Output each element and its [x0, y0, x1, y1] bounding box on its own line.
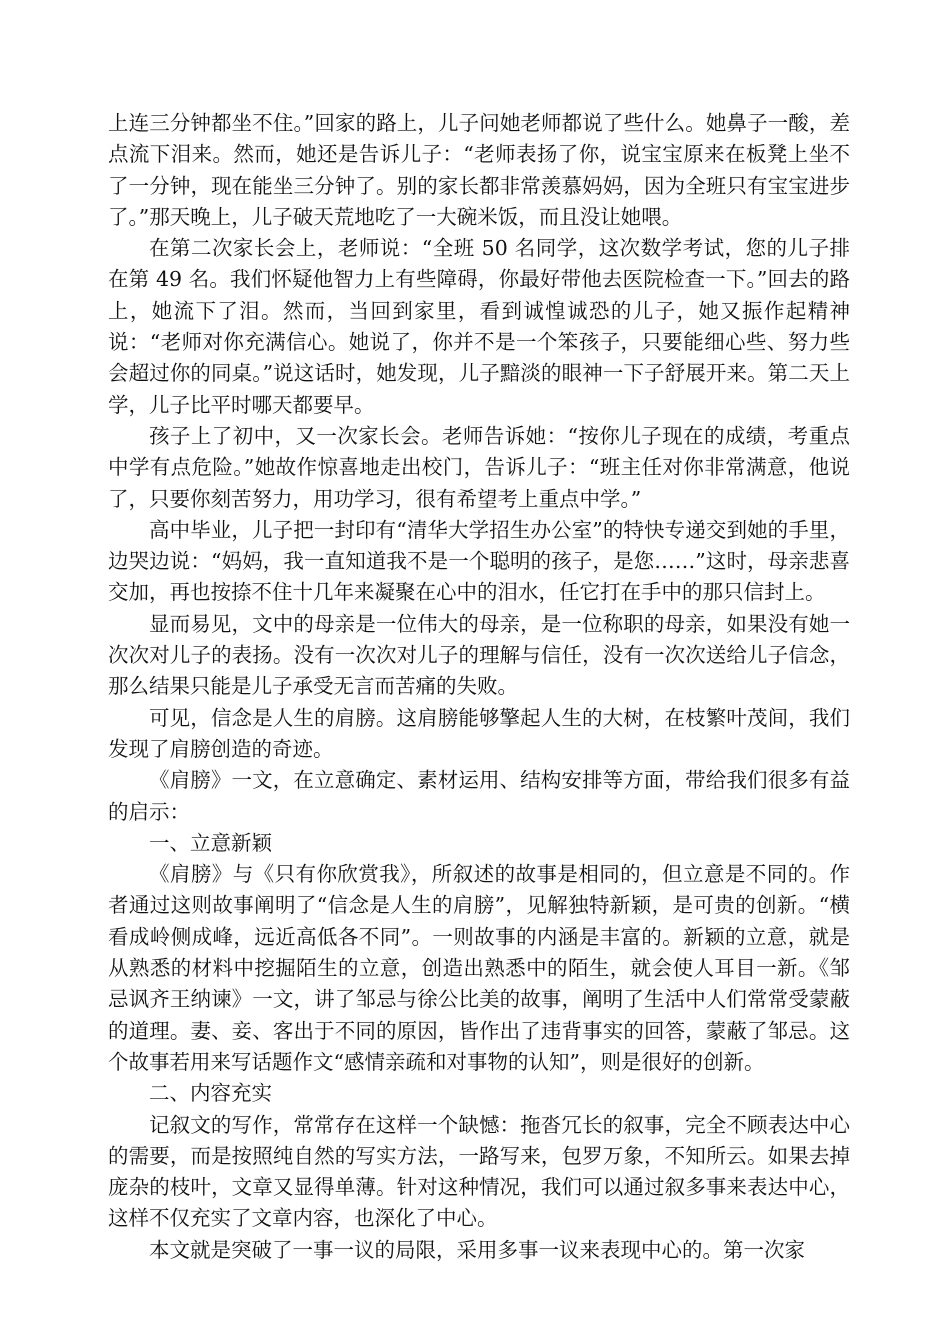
- document-page: [108, 108, 850, 1266]
- paragraph-middle-school: 孩子上了初中，又一次家长会。老师告诉她：“按你儿子现在的成绩，考重点中学有点危险。”她故作惊喜地走出校门，告诉儿子：“班主任对你非常满意，他说了，只要你刻苦努力，用功学习，很有希望考上重点中学。”: [108, 423, 850, 511]
- section-heading-1: 一、立意新颖: [149, 830, 272, 855]
- paragraph-novel-theme: 《肩膀》与《只有你欣赏我》，所叙述的故事是相同的，但立意是不同的。作者通过这则故事阐明了“信念是人生的肩膀”，见解独特新颖，是可贵的创新。“横看成岭侧成峰，远近高低各不同”。一则故事的内涵是丰富的。新颖的立意，就是从熟悉的材料中挖掘陌生的立意，创造出熟悉中的陌生，就会使人耳目一新。《邹忌讽齐王纳谏》一文，讲了邹忌与徐公比美的故事，阐明了生活中人们常常受蒙蔽的道理。妻、妾、客出于不同的原因，皆作出了违背事实的回答，蒙蔽了邹忌。这个故事若用来写话题作文“感情亲疏和对事物的认知”，则是很好的创新。: [108, 862, 850, 1074]
- paragraph-belief: 可见，信念是人生的肩膀。这肩膀能够擎起人生的大树，在枝繁叶茂间，我们发现了肩膀创造的奇迹。: [108, 705, 850, 761]
- paragraph-multi-event: 本文就是突破了一事一议的局限，采用多事一议来表现中心的。第一次家: [149, 1237, 805, 1262]
- paragraph-analysis: 显而易见，文中的母亲是一位伟大的母亲，是一位称职的母亲，如果没有她一次次对儿子的表扬。没有一次次对儿子的理解与信任，没有一次次送给儿子信念，那么结果只能是儿子承受无言而苦痛的失败。: [108, 611, 850, 699]
- section-heading-2: 二、内容充实: [149, 1081, 272, 1106]
- paragraph-insights-intro: 《肩膀》一文，在立意确定、素材运用、结构安排等方面，带给我们很多有益的启示：: [108, 768, 850, 824]
- paragraph-narrative-flaw: 记叙文的写作，常常存在这样一个缺憾：拖沓冗长的叙事，完全不顾表达中心的需要，而是按照纯自然的写实方法，一路写来，包罗万象，不知所云。如果去掉庞杂的枝叶，文章又显得单薄。针对这种情况，我们可以通过叙多事来表达中心，这样不仅充实了文章内容，也深化了中心。: [108, 1112, 850, 1231]
- paragraph-second-meeting: 在第二次家长会上，老师说：“全班 50 名同学，这次数学考试，您的儿子排在第 49 名。我们怀疑他智力上有些障碍，你最好带他去医院检查一下。”回去的路上，她流下了泪。然而，当回到家里，看到诚惶诚恐的儿子，她又振作起精神说：“老师对你充满信心。她说了，你并不是一个笨孩子，只要能细心些、努力些会超过你的同桌。”说这话时，她发现，儿子黯淡的眼神一下子舒展开来。第二天上学，儿子比平时哪天都要早。: [108, 236, 850, 417]
- paragraph-graduation: 高中毕业，儿子把一封印有“清华大学招生办公室”的特快专递交到她的手里，边哭边说：“妈妈，我一直知道我不是一个聪明的孩子，是您……”这时，母亲悲喜交加，再也按捺不住十几年来凝聚在心中的泪水，任它打在手中的那只信封上。: [108, 517, 850, 605]
- paragraph-continuation: 上连三分钟都坐不住。”回家的路上，儿子问她老师都说了些什么。她鼻子一酸，差点流下泪来。然而，她还是告诉儿子：“老师表扬了你，说宝宝原来在板凳上坐不了一分钟，现在能坐三分钟了。别的家长都非常羡慕妈妈，因为全班只有宝宝进步了。”那天晚上，儿子破天荒地吃了一大碗米饭，而且没让她喂。: [108, 111, 850, 229]
